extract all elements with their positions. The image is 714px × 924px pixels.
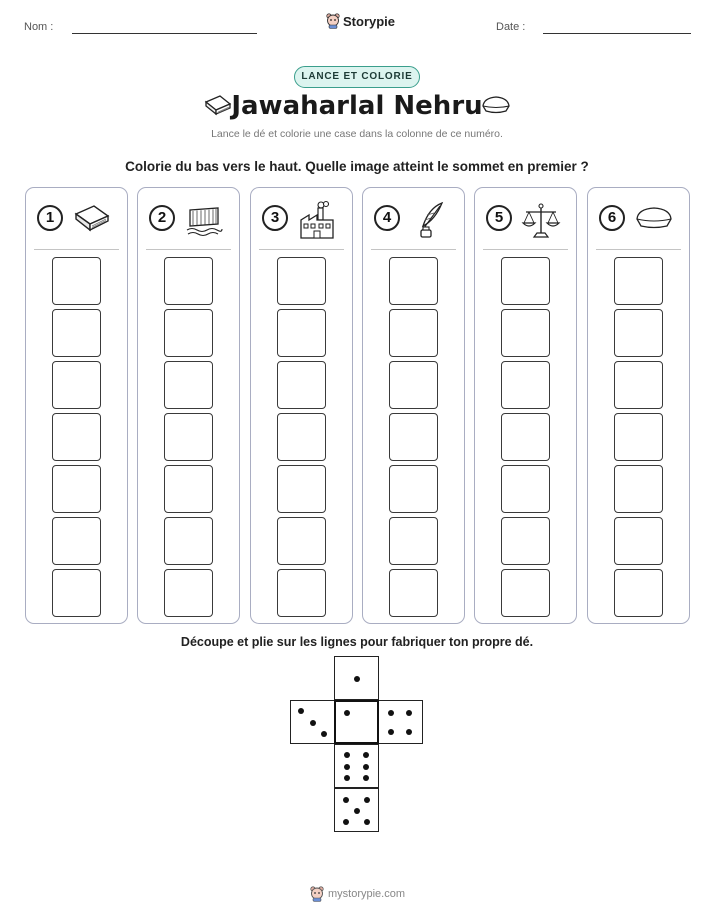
pip <box>388 729 394 735</box>
column-6 <box>587 187 690 624</box>
pip <box>310 720 316 726</box>
color-box[interactable] <box>164 257 213 305</box>
column-number: 5 <box>486 205 512 231</box>
column-3 <box>250 187 353 624</box>
color-box[interactable] <box>501 309 550 357</box>
gandhi-cap-icon <box>480 94 512 116</box>
column-divider <box>483 249 568 250</box>
pip <box>321 731 327 737</box>
column-divider <box>34 249 119 250</box>
color-box[interactable] <box>52 361 101 409</box>
gandhi-cap-icon <box>634 200 674 240</box>
color-box[interactable] <box>277 309 326 357</box>
column-number: 2 <box>149 205 175 231</box>
pip <box>298 708 304 714</box>
die-instruction: Découpe et plie sur les lignes pour fabriquer ton propre dé. <box>180 635 534 649</box>
pip <box>344 752 350 758</box>
column-divider <box>146 249 231 250</box>
pip <box>344 710 350 716</box>
color-box[interactable] <box>501 465 550 513</box>
pip <box>354 676 360 682</box>
die-face-3 <box>290 700 335 744</box>
brand-name: Storypie <box>343 13 396 29</box>
activity-badge: LANCE ET COLORIE <box>294 66 420 88</box>
die-face-1 <box>334 656 379 700</box>
color-box[interactable] <box>389 257 438 305</box>
color-box[interactable] <box>277 361 326 409</box>
subtitle: Lance le dé et colorie une case dans la colonne de ce numéro. <box>211 128 503 140</box>
pip <box>343 819 349 825</box>
page-title: Jawaharlal Nehru <box>231 91 483 121</box>
color-box[interactable] <box>52 309 101 357</box>
column-divider <box>371 249 456 250</box>
book-icon <box>72 200 112 240</box>
pip <box>364 819 370 825</box>
name-label: Nom : <box>24 21 54 33</box>
name-line[interactable] <box>72 33 257 34</box>
date-label: Date : <box>496 21 526 33</box>
color-box[interactable] <box>614 569 663 617</box>
column-1 <box>25 187 128 624</box>
column-5 <box>474 187 577 624</box>
pip <box>363 752 369 758</box>
column-number: 4 <box>374 205 400 231</box>
color-box[interactable] <box>277 569 326 617</box>
mascot-icon <box>326 13 340 29</box>
color-box[interactable] <box>164 413 213 461</box>
color-box[interactable] <box>277 465 326 513</box>
color-box[interactable] <box>52 569 101 617</box>
pip <box>363 775 369 781</box>
color-box[interactable] <box>614 413 663 461</box>
column-number: 6 <box>599 205 625 231</box>
die-face-6 <box>334 744 379 788</box>
column-number: 3 <box>262 205 288 231</box>
color-box[interactable] <box>501 257 550 305</box>
quill-ink-icon <box>409 200 449 240</box>
scales-icon <box>521 200 561 240</box>
footer-link[interactable]: mystorypie.com <box>328 888 406 900</box>
color-box[interactable] <box>501 361 550 409</box>
color-box[interactable] <box>614 465 663 513</box>
color-box[interactable] <box>501 517 550 565</box>
color-box[interactable] <box>277 257 326 305</box>
dam-icon <box>184 200 224 240</box>
factory-icon <box>297 200 337 240</box>
pip <box>388 710 394 716</box>
color-box[interactable] <box>164 517 213 565</box>
color-box[interactable] <box>389 569 438 617</box>
column-2 <box>137 187 240 624</box>
color-box[interactable] <box>164 361 213 409</box>
color-box[interactable] <box>164 569 213 617</box>
color-box[interactable] <box>614 361 663 409</box>
color-box[interactable] <box>389 465 438 513</box>
pip <box>363 764 369 770</box>
date-line[interactable] <box>543 33 691 34</box>
color-box[interactable] <box>389 309 438 357</box>
pip <box>354 808 360 814</box>
mascot-icon <box>310 886 324 902</box>
color-box[interactable] <box>614 517 663 565</box>
pip <box>344 775 350 781</box>
column-number: 1 <box>37 205 63 231</box>
color-box[interactable] <box>164 309 213 357</box>
column-divider <box>259 249 344 250</box>
footer <box>310 886 405 902</box>
pip <box>406 729 412 735</box>
die-face-1-center <box>334 700 379 744</box>
die-face-4 <box>378 700 423 744</box>
color-box[interactable] <box>164 465 213 513</box>
color-box[interactable] <box>52 465 101 513</box>
color-box[interactable] <box>389 517 438 565</box>
color-box[interactable] <box>389 361 438 409</box>
color-box[interactable] <box>614 257 663 305</box>
color-box[interactable] <box>501 413 550 461</box>
color-box[interactable] <box>614 309 663 357</box>
color-box[interactable] <box>389 413 438 461</box>
pip <box>343 797 349 803</box>
instruction-text: Colorie du bas vers le haut. Quelle image atteint le sommet en premier ? <box>125 159 589 174</box>
color-box[interactable] <box>52 413 101 461</box>
brand-logo <box>326 13 395 29</box>
column-divider <box>596 249 681 250</box>
color-box[interactable] <box>277 517 326 565</box>
color-box[interactable] <box>501 569 550 617</box>
color-box[interactable] <box>277 413 326 461</box>
pip <box>344 764 350 770</box>
color-box[interactable] <box>52 257 101 305</box>
pip <box>364 797 370 803</box>
color-box[interactable] <box>52 517 101 565</box>
pip <box>406 710 412 716</box>
die-face-5 <box>334 788 379 832</box>
column-4 <box>362 187 465 624</box>
